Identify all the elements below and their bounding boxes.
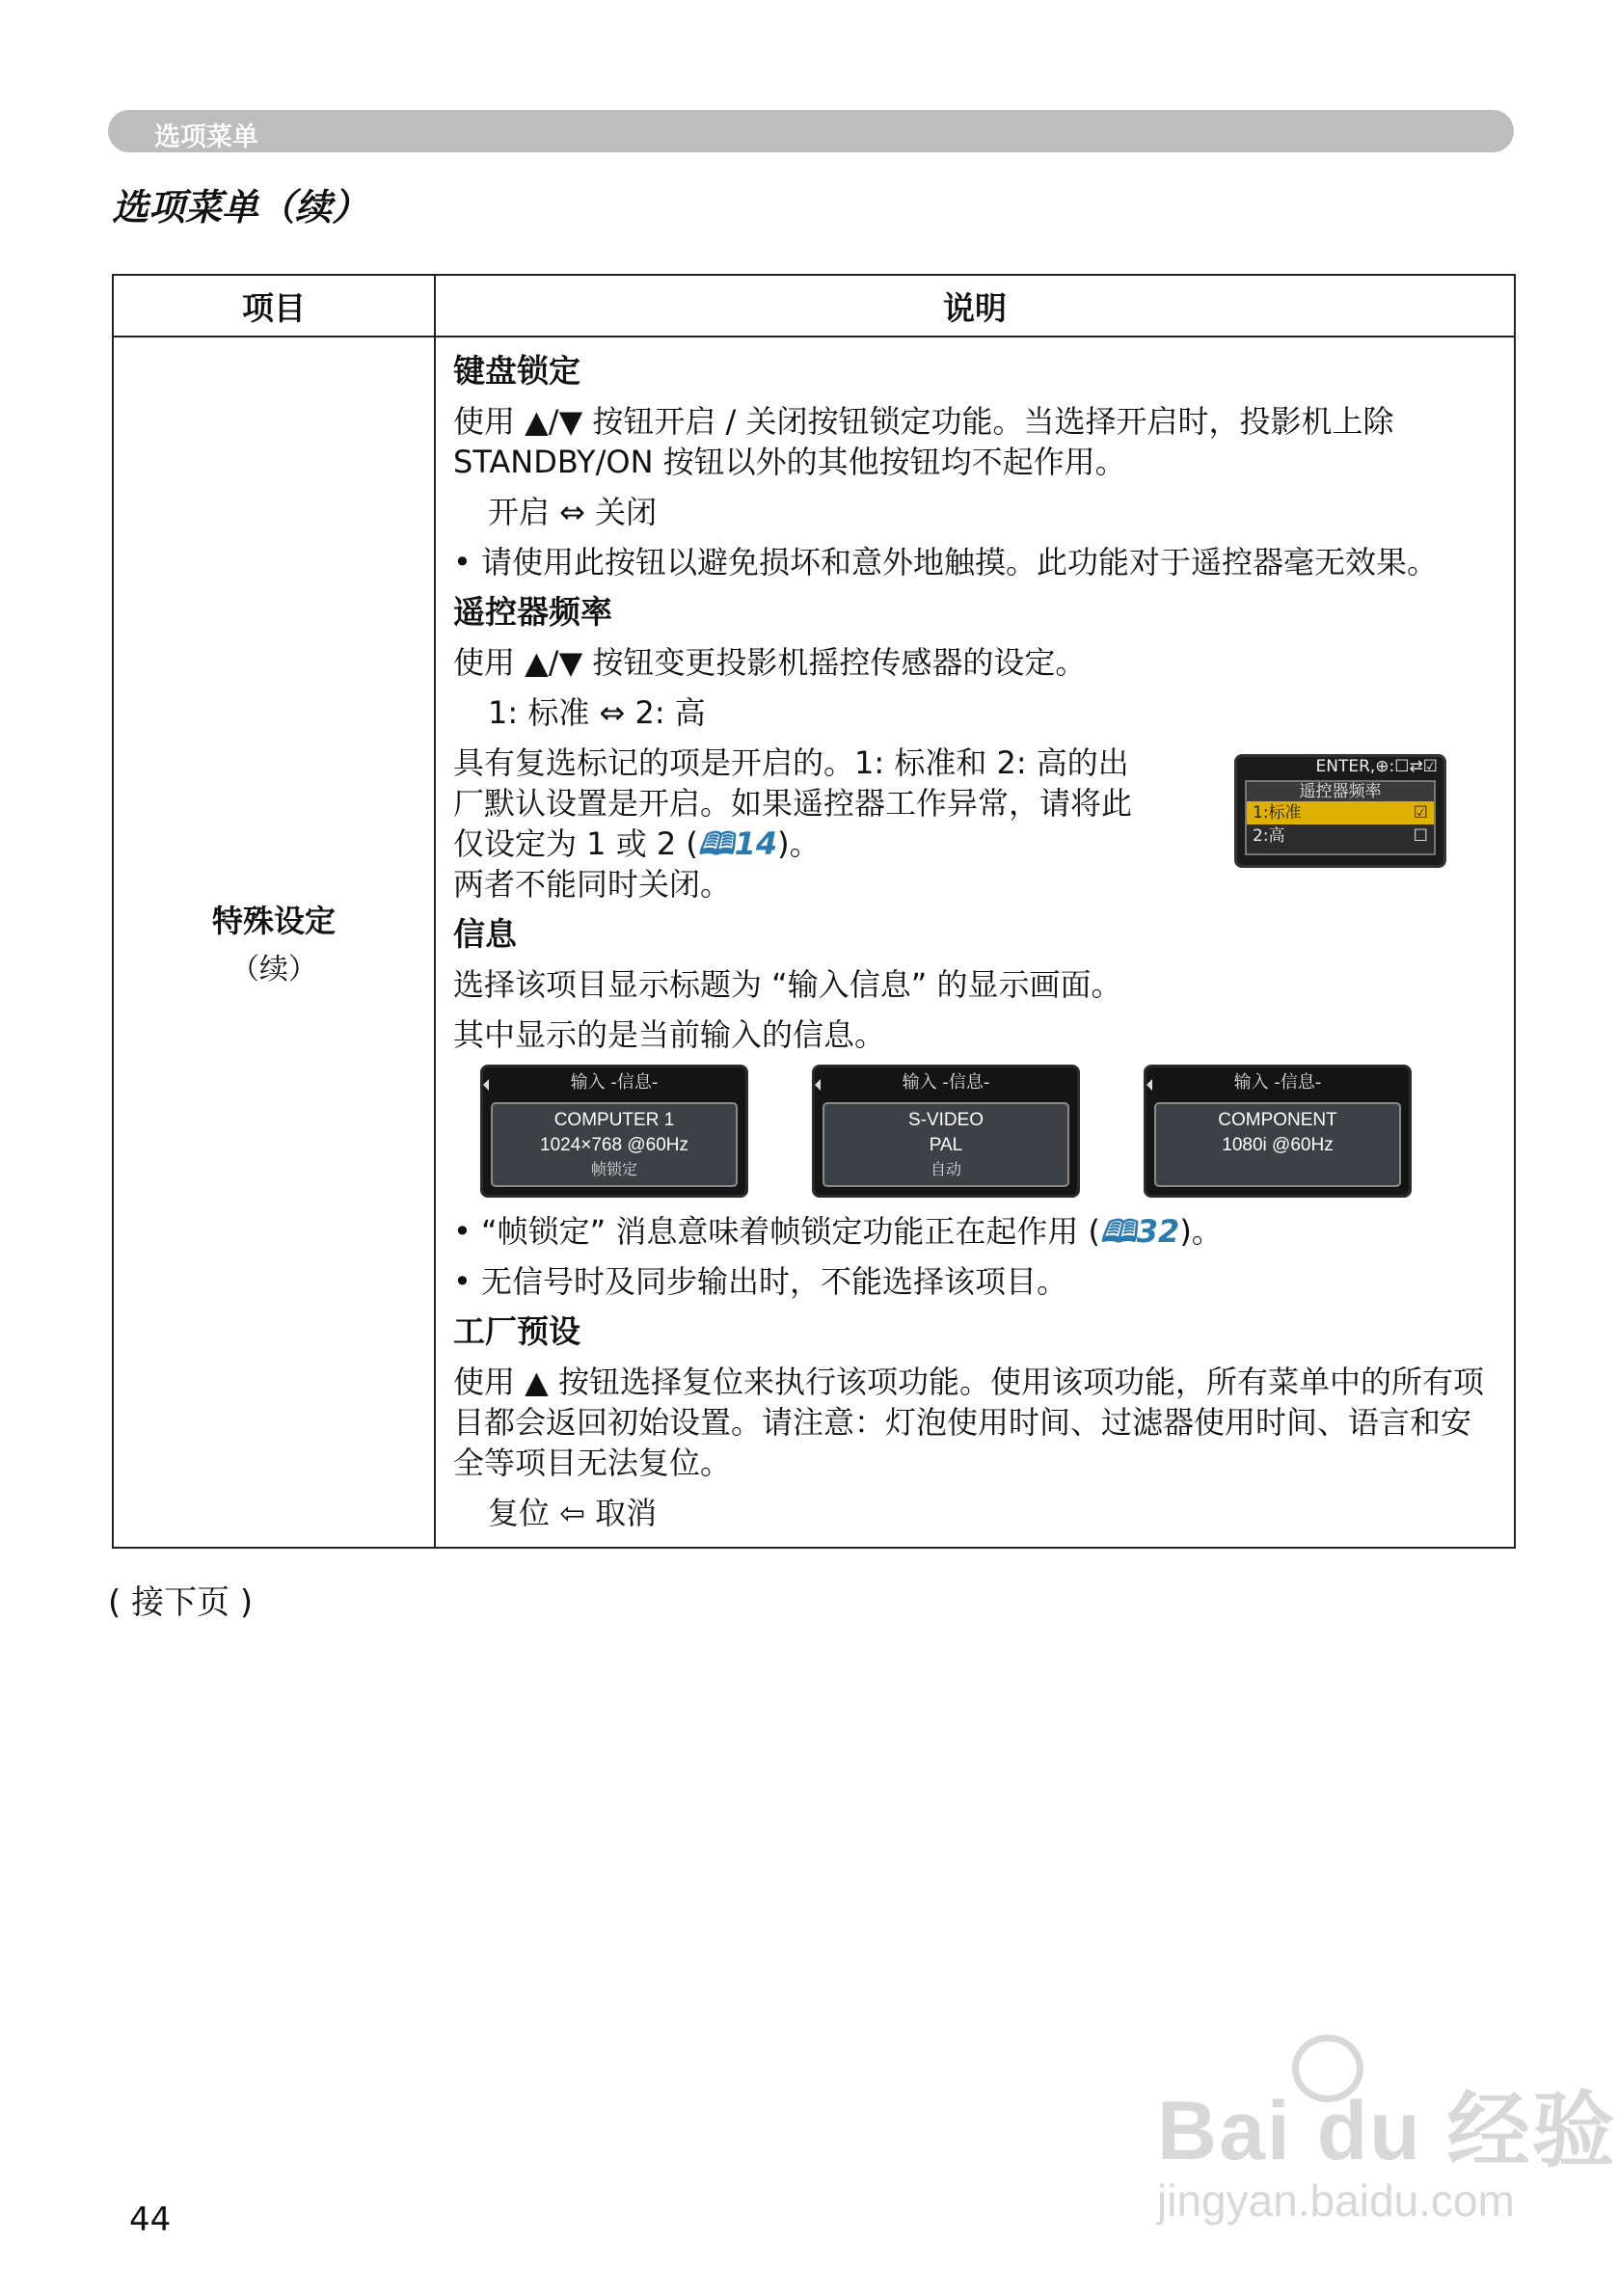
factory-reset-title: 工厂预设 — [453, 1312, 580, 1350]
remote-freq-ref: 14 — [734, 825, 778, 862]
osd-arrow-icon — [1146, 1079, 1152, 1091]
factory-reset-text: 使用 ▲ 按钮选择复位来执行该项功能。使用该项功能，所有菜单中的所有项目都会返回初始设置。请注意：灯泡使用时间、过滤器使用时间、语言和安全等项目无法复位。 — [453, 1364, 1484, 1481]
info-osd-computer — [480, 1065, 748, 1198]
key-lock-title: 键盘锁定 — [453, 352, 580, 390]
watermark-url: jingyan.baidu.com — [1157, 2175, 1515, 2226]
remote-freq-text: 使用 ▲/▼ 按钮变更投影机摇控传感器的设定。 — [453, 644, 1087, 681]
item-cell — [113, 337, 435, 1548]
remote-freq-option: 1: 标准 ⇔ 2: 高 — [488, 694, 706, 731]
checkbox-unchecked-icon: ☐ — [1413, 826, 1428, 846]
osd-arrow-icon — [483, 1079, 489, 1091]
osd-line: COMPONENT — [1218, 1110, 1337, 1130]
description-cell — [435, 337, 1515, 1548]
remote-freq-title: 遥控器频率 — [453, 593, 612, 631]
item-name: 特殊设定 — [211, 903, 336, 939]
item-continued: （续） — [230, 953, 317, 986]
info-osd-row — [480, 1065, 1498, 1198]
osd-header: 输入 -信息- — [902, 1072, 990, 1093]
osd-line: S-VIDEO — [907, 1110, 984, 1130]
book-icon: 🕮 — [697, 825, 735, 862]
section-header-label: 选项菜单 — [154, 122, 258, 152]
osd-menu-title: 遥控器频率 — [1247, 782, 1434, 801]
page-title: 选项菜单（续） — [112, 186, 369, 229]
remote-freq-detail — [453, 743, 1498, 905]
osd-option-standard-label: 1:标准 — [1253, 803, 1302, 823]
info-text-2: 其中显示的是当前输入的信息。 — [453, 1016, 886, 1053]
info-title: 信息 — [453, 915, 517, 953]
page-number: 44 — [129, 2201, 172, 2239]
info-note-1 — [453, 1211, 1498, 1252]
remote-freq-paragraph — [453, 743, 1147, 905]
osd-arrow-icon — [815, 1079, 821, 1091]
key-lock-note: • 请使用此按钮以避免损坏和意外地触摸。此功能对于遥控器毫无效果。 — [453, 544, 1439, 581]
remote-freq-text-a: 具有复选标记的项是开启的。1: 标准和 2: 高的出厂默认设置是开启。如果遥控器工作异常，请将此仅设定为 1 或 2 ( — [453, 744, 1133, 862]
osd-menu-box — [1245, 780, 1436, 855]
osd-line: COMPUTER 1 — [553, 1110, 675, 1130]
osd-body — [822, 1102, 1069, 1187]
column-header-description: 说明 — [435, 275, 1515, 337]
osd-line: PAL — [929, 1135, 963, 1155]
osd-body — [1154, 1102, 1401, 1187]
info-note-1-end: )。 — [1179, 1213, 1223, 1250]
remote-freq-note: 两者不能同时关闭。 — [453, 866, 732, 903]
book-icon: 🕮 — [1100, 1213, 1137, 1250]
osd-line: 1080i @60Hz — [1222, 1135, 1334, 1155]
watermark-logo: Bai du 经验 — [1157, 2085, 1617, 2177]
osd-line: 1024×768 @60Hz — [540, 1135, 688, 1155]
key-lock-text: 使用 ▲/▼ 按钮开启 / 关闭按钮锁定功能。当选择开启时，投影机上除 STANDBY/ON 按钮以外的其他按钮均不起作用。 — [453, 403, 1394, 480]
remote-freq-osd — [1234, 754, 1446, 868]
info-note-2: • 无信号时及同步输出时，不能选择该项目。 — [453, 1263, 1068, 1300]
osd-line: 帧锁定 — [590, 1162, 637, 1178]
osd-option-high — [1247, 824, 1434, 848]
section-header-bar — [108, 110, 1514, 152]
options-table — [112, 274, 1516, 1549]
info-note-1-text: • “帧锁定” 消息意味着帧锁定功能正在起作用 ( — [453, 1213, 1101, 1250]
factory-reset-option: 复位 ⇦ 取消 — [488, 1495, 658, 1531]
continue-note: ( 接下页 ) — [108, 1583, 254, 1622]
osd-header: 输入 -信息- — [1233, 1072, 1322, 1093]
info-osd-svideo — [812, 1065, 1080, 1198]
osd-option-standard — [1247, 801, 1434, 824]
osd-body — [491, 1102, 738, 1187]
osd-option-high-label: 2:高 — [1253, 826, 1285, 846]
remote-freq-text-b: )。 — [777, 825, 821, 862]
key-lock-option: 开启 ⇔ 关闭 — [488, 494, 658, 530]
info-text-1: 选择该项目显示标题为 “输入信息” 的显示画面。 — [453, 966, 1122, 1003]
osd-line: 自动 — [930, 1162, 961, 1178]
info-osd-component — [1144, 1065, 1412, 1198]
column-header-item: 项目 — [113, 275, 435, 337]
checkbox-checked-icon: ☑ — [1413, 803, 1428, 823]
osd-enter-hint: ENTER,⊕:☐⇄☑ — [1315, 757, 1438, 776]
info-note-ref: 32 — [1136, 1213, 1180, 1250]
osd-header: 输入 -信息- — [570, 1072, 659, 1093]
